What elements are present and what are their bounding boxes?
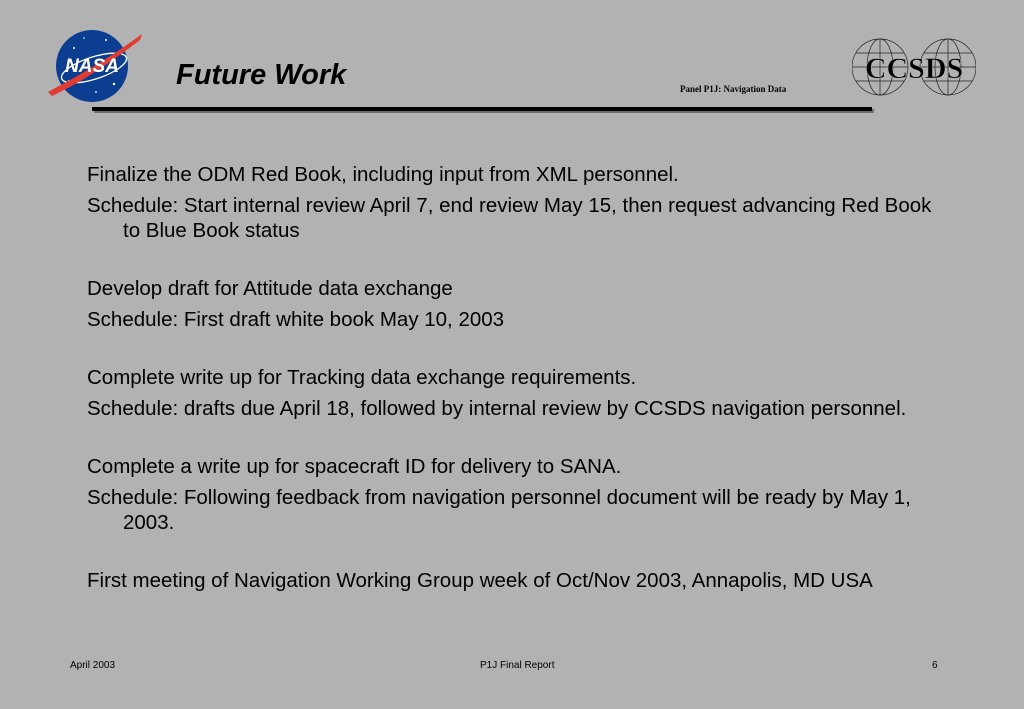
list-item: First meeting of Navigation Working Group week of Oct/Nov 2003, Annapolis, MD USA [87,569,873,592]
list-item: Complete write up for Tracking data exchange requirements. [87,366,637,389]
footer-date: April 2003 [70,660,116,671]
nasa-logo [44,26,144,106]
slide-body [87,162,947,599]
svg-text:CCSDS: CCSDS [864,52,964,85]
page-number: 6 [932,660,938,671]
list-item: Develop draft for Attitude data exchange [87,277,453,300]
ccsds-logo [852,34,976,100]
list-item: Schedule: drafts due April 18, followed by internal review by CCSDS navigation personnel. [87,397,907,420]
list-item: Finalize the ODM Red Book, including input from XML personnel. [87,163,679,186]
panel-label: Panel P1J: Navigation Data [680,84,787,94]
list-item: Schedule: First draft white book May 10, 2003 [87,308,505,331]
svg-text:NASA: NASA [65,56,119,77]
page-title: Future Work [176,59,347,91]
list-item: Schedule: Start internal review April 7, end review May 15, then request advancing Red Book to Blue Book status [87,194,932,242]
title-divider [92,107,872,111]
list-item: Schedule: Following feedback from navigation personnel document will be ready by May 1, 2003. [87,486,911,534]
footer-report-name: P1J Final Report [480,660,555,671]
list-item: Complete a write up for spacecraft ID for delivery to SANA. [87,455,622,478]
